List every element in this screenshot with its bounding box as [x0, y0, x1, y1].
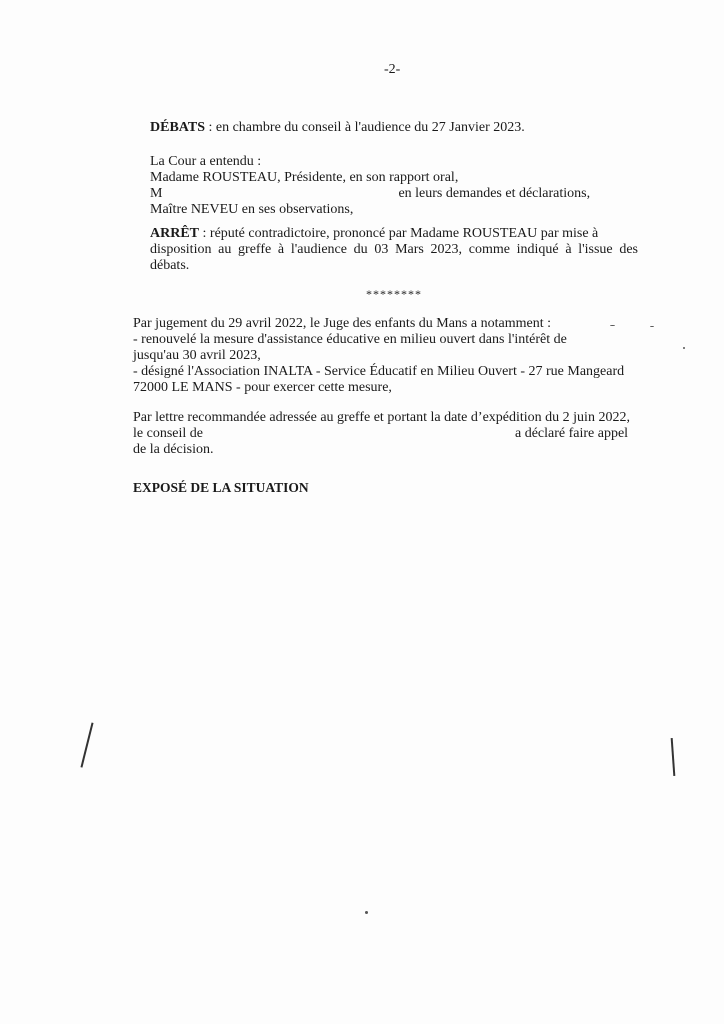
jugement-line-5: 72000 LE MANS - pour exercer cette mesure, — [133, 380, 392, 395]
jugement-line-1: Par jugement du 29 avril 2022, le Juge des enfants du Mans a notamment : — [133, 316, 551, 331]
section-title: EXPOSÉ DE LA SITUATION — [133, 480, 309, 495]
scan-speck — [650, 326, 654, 327]
debats-label: DÉBATS — [150, 120, 205, 135]
lettre-conseil-de: le conseil de — [133, 426, 203, 441]
cour-line-redacted-party — [150, 186, 590, 202]
jugement-line-3: jusqu'au 30 avril 2023, — [133, 348, 261, 363]
arret-line-1 — [150, 226, 598, 242]
scan-speck — [610, 325, 615, 326]
scan-speck — [683, 347, 685, 349]
arret-line-3: débats. — [150, 258, 190, 273]
debats-paragraph — [150, 120, 525, 136]
lettre-appel: a déclaré faire appel — [514, 426, 629, 441]
debats-text: : en chambre du conseil à l'audience du 27 Janvier 2023. — [204, 120, 525, 135]
lettre-line-3: de la décision. — [133, 442, 214, 457]
arret-text-1: : réputé contradictoire, prononcé par Madame ROUSTEAU par mise à — [199, 226, 599, 241]
redacted-party-initial: M — [150, 186, 163, 201]
scan-speck — [365, 911, 368, 914]
redacted-party-end: en leurs demandes et déclarations, — [398, 186, 591, 201]
lettre-line-2 — [133, 426, 628, 442]
arret-label: ARRÊT — [150, 226, 200, 241]
scan-mark-left — [80, 723, 93, 768]
scan-mark-right — [671, 738, 675, 776]
cour-line-rousteau: Madame ROUSTEAU, Présidente, en son rapport oral, — [150, 170, 459, 185]
cour-intro: La Cour a entendu : — [150, 154, 262, 169]
arret-line-2: disposition au greffe à l'audience du 03 Mars 2023, comme indiqué à l'issue des — [150, 242, 638, 257]
separator-stars: ******** — [366, 287, 422, 301]
cour-line-neveu: Maître NEVEU en ses observations, — [150, 202, 354, 217]
jugement-line-2: - renouvelé la mesure d'assistance éducative en milieu ouvert dans l'intérêt de — [133, 332, 567, 347]
jugement-line-4: - désigné l'Association INALTA - Service Éducatif en Milieu Ouvert - 27 rue Mangeard — [133, 364, 625, 379]
page-number: -2- — [384, 62, 401, 77]
lettre-line-1: Par lettre recommandée adressée au greffe et portant la date d’expédition du 2 juin 2022, — [133, 410, 630, 425]
